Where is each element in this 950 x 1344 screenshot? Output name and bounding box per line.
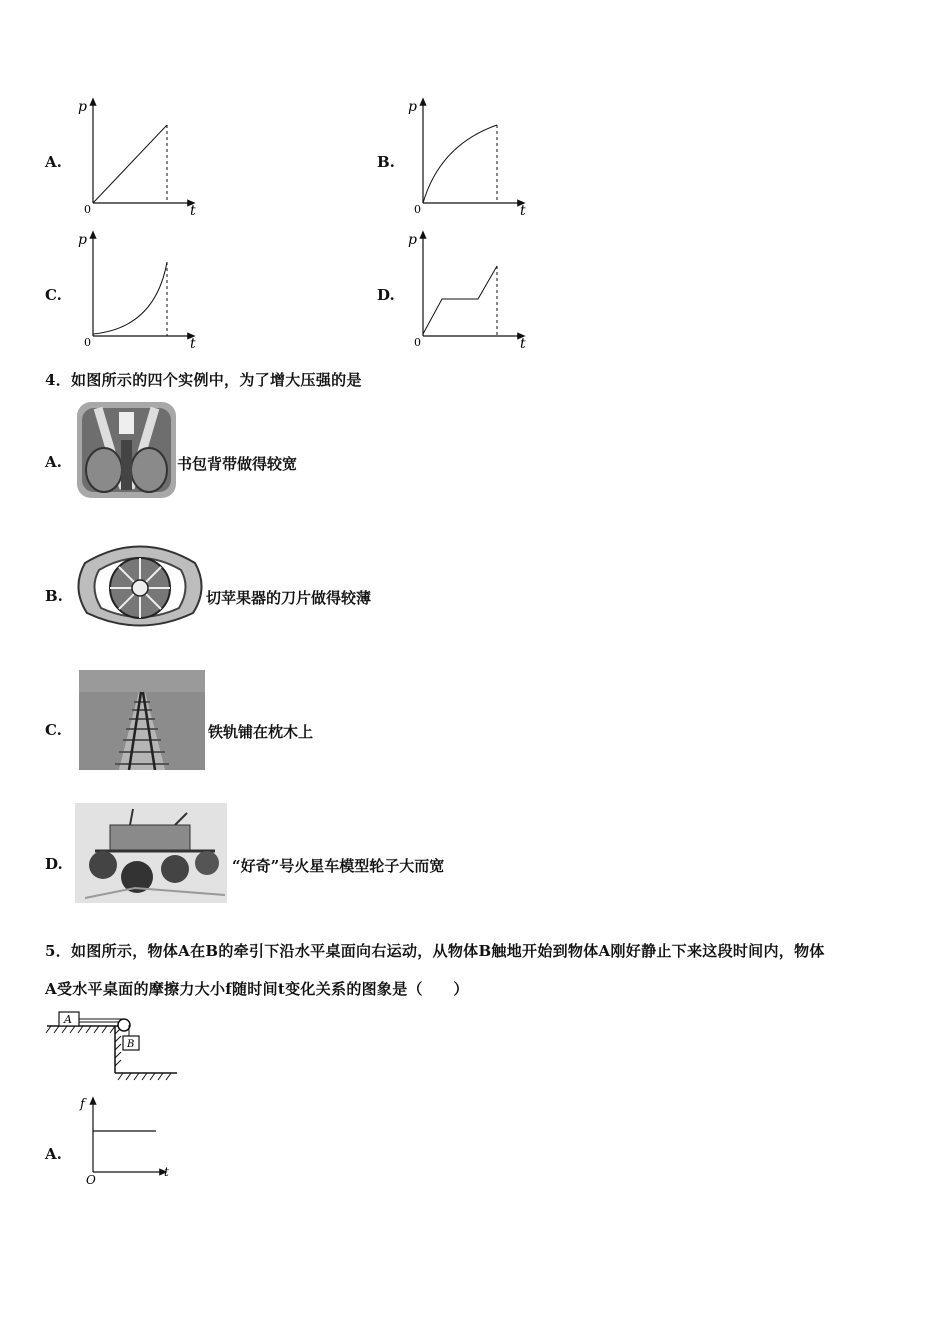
railway-track-image <box>79 670 205 770</box>
origin-label: 0 <box>84 203 91 216</box>
origin-label: O <box>86 1173 96 1187</box>
q5-graph-a <box>76 1092 176 1187</box>
curve-concave <box>423 125 497 203</box>
backpack-image <box>74 400 179 500</box>
x-label: t <box>520 203 526 219</box>
q3-graph-d <box>400 228 540 353</box>
q3-option-c-letter: C. <box>45 286 62 304</box>
pulley-wheel <box>118 1019 130 1031</box>
y-label: p <box>408 99 417 115</box>
q4-option-d-text: “好奇”号火星车模型轮子大而宽 <box>232 857 445 875</box>
x-label: t <box>164 1165 169 1179</box>
q4-option-a-text: 书包背带做得较宽 <box>177 455 298 473</box>
curve-plateau <box>423 266 497 334</box>
x-label: t <box>520 336 526 352</box>
q5-stem-line1: 5．如图所示，物体A在B的牵引下沿水平桌面向右运动，从物体B触地开始到物体A刚好静止下来这段时间内，物体 <box>45 942 825 960</box>
q3-graph-a <box>70 95 210 220</box>
apple-slicer-image <box>75 538 205 633</box>
q3-option-b-letter: B. <box>377 153 395 171</box>
pulley-figure <box>45 1008 180 1083</box>
block-a-label: A <box>64 1013 72 1026</box>
q3-option-d-letter: D. <box>377 286 395 304</box>
origin-label: 0 <box>414 203 421 216</box>
q3-option-a-letter: A. <box>45 153 62 171</box>
q4-option-c-text: 铁轨铺在枕木上 <box>208 723 314 741</box>
q4-option-c-letter: C. <box>45 721 62 739</box>
q3-graph-c <box>70 228 210 353</box>
y-label: p <box>78 232 87 248</box>
block-b-label: B <box>127 1039 135 1050</box>
y-label: p <box>78 99 87 115</box>
y-label: p <box>408 232 417 248</box>
q5-option-a-letter: A. <box>45 1145 62 1163</box>
origin-label: 0 <box>414 336 421 349</box>
q5-stem-line2: A受水平桌面的摩擦力大小f随时间t变化关系的图象是（ ） <box>45 980 469 998</box>
x-label: t <box>190 336 196 352</box>
curve-convex <box>93 262 167 334</box>
q4-option-a-letter: A. <box>45 453 62 471</box>
q4-option-b-letter: B. <box>45 587 63 605</box>
q3-graph-b <box>400 95 540 220</box>
q4-stem: 4．如图所示的四个实例中，为了增大压强的是 <box>45 371 362 389</box>
q4-option-b-text: 切苹果器的刀片做得较薄 <box>206 589 372 607</box>
mars-rover-image <box>75 803 227 903</box>
origin-label: 0 <box>84 336 91 349</box>
x-label: t <box>190 203 196 219</box>
curve-linear <box>93 125 167 203</box>
q4-option-d-letter: D. <box>45 855 63 873</box>
y-label: f <box>80 1097 85 1112</box>
